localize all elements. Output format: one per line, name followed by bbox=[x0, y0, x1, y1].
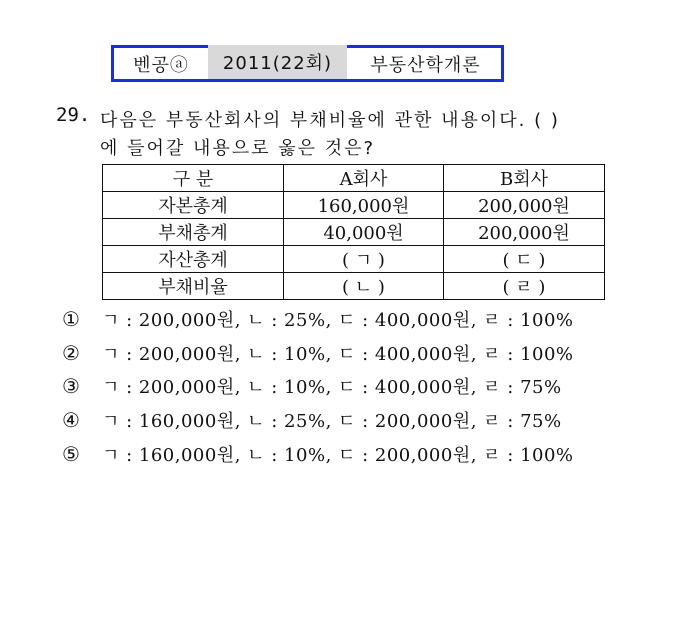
table-cell: 자산총계 bbox=[103, 246, 284, 273]
table-header-cell: 구 분 bbox=[103, 165, 284, 192]
table-cell: 40,000원 bbox=[284, 219, 444, 246]
subject-tab bbox=[347, 45, 504, 79]
table-row bbox=[103, 246, 605, 273]
table-row bbox=[103, 273, 605, 300]
option-text-1: ㄱ : 200,000원, ㄴ : 25%, ㄷ : 400,000원, ㄹ : 100% bbox=[102, 310, 574, 331]
table-cell: 200,000원 bbox=[444, 192, 605, 219]
option-text-3: ㄱ : 200,000원, ㄴ : 10%, ㄷ : 400,000원, ㄹ : 75% bbox=[102, 377, 562, 398]
table-cell: 부채총계 bbox=[103, 219, 284, 246]
data-table bbox=[102, 164, 605, 300]
table-header-cell: A회사 bbox=[284, 165, 444, 192]
table-header-cell: B회사 bbox=[444, 165, 605, 192]
exam-year-tab bbox=[208, 45, 347, 79]
table-cell: 200,000원 bbox=[444, 219, 605, 246]
option-number-1: ① bbox=[62, 307, 80, 331]
option-number-4: ④ bbox=[62, 408, 80, 432]
brand-label: 벤공ⓐ bbox=[133, 54, 189, 76]
answer-option-3[interactable] bbox=[62, 373, 562, 399]
option-number-3: ③ bbox=[62, 374, 80, 398]
table-row bbox=[103, 192, 605, 219]
table-cell: ( ㄱ ) bbox=[284, 246, 444, 273]
question-number: 29. bbox=[56, 104, 91, 126]
option-number-5: ⑤ bbox=[62, 442, 80, 466]
question-text-line-1: 다음은 부동산회사의 부채비율에 관한 내용이다. ( ) bbox=[100, 110, 560, 131]
table-cell: ( ㄴ ) bbox=[284, 273, 444, 300]
option-text-4: ㄱ : 160,000원, ㄴ : 25%, ㄷ : 200,000원, ㄹ : 75% bbox=[102, 411, 562, 432]
table-row bbox=[103, 219, 605, 246]
table-cell: 부채비율 bbox=[103, 273, 284, 300]
option-text-5: ㄱ : 160,000원, ㄴ : 10%, ㄷ : 200,000원, ㄹ : 100% bbox=[102, 445, 574, 466]
table-header-row bbox=[103, 165, 605, 192]
option-number-2: ② bbox=[62, 341, 80, 365]
table-cell: 160,000원 bbox=[284, 192, 444, 219]
header-tab-bar bbox=[111, 45, 504, 82]
answer-option-4[interactable] bbox=[62, 407, 562, 433]
option-text-2: ㄱ : 200,000원, ㄴ : 10%, ㄷ : 400,000원, ㄹ : 100% bbox=[102, 344, 574, 365]
question-text-line-2: 에 들어갈 내용으로 옳은 것은? bbox=[100, 138, 376, 159]
answer-option-2[interactable] bbox=[62, 340, 574, 366]
exam-label: 2011(22회) bbox=[222, 53, 333, 74]
brand-tab bbox=[114, 45, 208, 79]
subject-label: 부동산학개론 bbox=[370, 54, 481, 76]
table-cell: ( ㄹ ) bbox=[444, 273, 605, 300]
table-cell: 자본총계 bbox=[103, 192, 284, 219]
answer-option-1[interactable] bbox=[62, 306, 574, 332]
answer-option-5[interactable] bbox=[62, 441, 574, 467]
table-cell: ( ㄷ ) bbox=[444, 246, 605, 273]
